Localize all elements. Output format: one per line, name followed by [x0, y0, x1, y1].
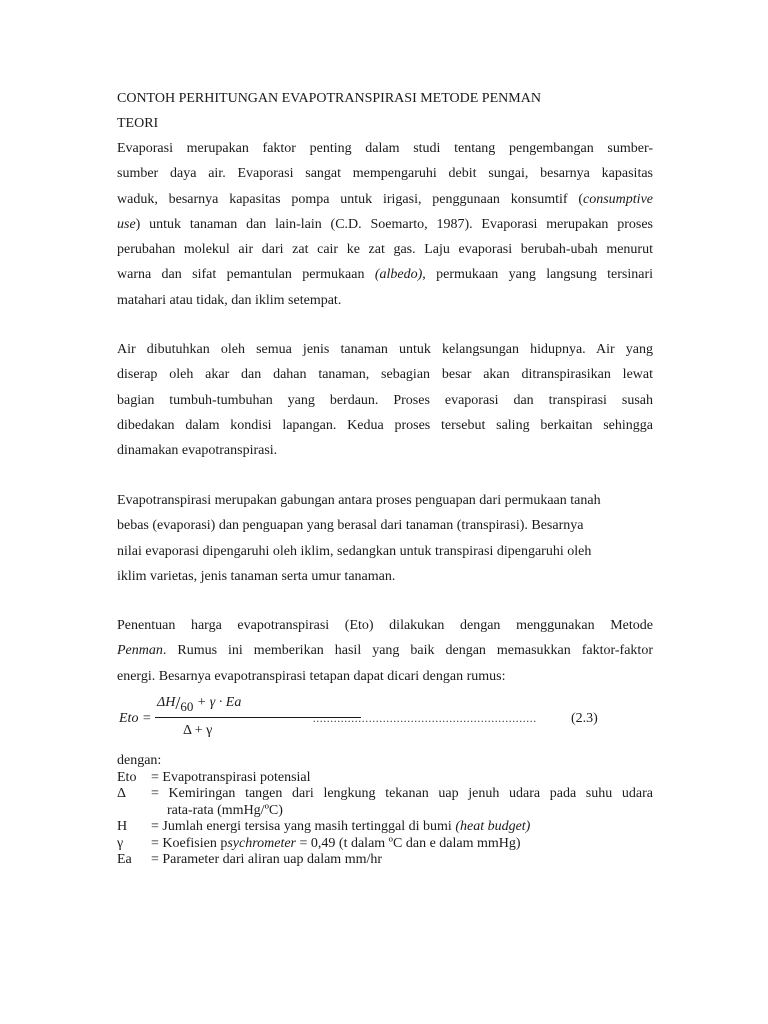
penman-formula	[117, 690, 653, 746]
definition-term: H	[117, 819, 128, 834]
definition-row	[117, 836, 653, 853]
definition-row	[117, 819, 653, 836]
definition-desc: = Kemiringan tangen dari lengkung tekanan uap jenuh udara pada suhu udara rata-rata (mmHg/ºC)	[151, 786, 653, 818]
paragraph-evapotranspirasi	[117, 488, 653, 589]
definition-term: Ea	[117, 852, 132, 867]
text-line: dibedakan dalam kondisi lapangan. Kedua proses tersebut saling berkaitan sehingga	[117, 417, 653, 433]
text-line: Penentuan harga evapotranspirasi (Eto) dilakukan dengan menggunakan Metode	[117, 618, 653, 633]
text-line: Penman. Rumus ini memberikan hasil yang baik dengan memasukkan faktor-faktor	[117, 643, 653, 659]
text-line: waduk, besarnya kapasitas pompa untuk irigasi, penggunaan konsumtif (consumptive	[117, 191, 653, 207]
paragraph-evaporasi	[117, 136, 653, 313]
page-title: CONTOH PERHITUNGAN EVAPOTRANSPIRASI METODE PENMAN	[117, 91, 541, 106]
definition-desc: = Jumlah energi tersisa yang masih tertinggal di bumi (heat budget)	[151, 819, 531, 834]
text-line: bebas (evaporasi) dan penguapan yang berasal dari tanaman (transpirasi). Besarnya	[117, 518, 584, 534]
definition-desc: = Parameter dari aliran uap dalam mm/hr	[151, 852, 383, 867]
text-line: perubahan molekul air dari zat cair ke zat gas. Laju evaporasi berubah-ubah menurut	[117, 242, 653, 258]
text-line: energi. Besarnya evapotranspirasi tetapan dapat dicari dengan rumus:	[117, 668, 506, 684]
formula-lhs: Eto =	[119, 711, 152, 726]
text-line: use) untuk tanaman dan lain-lain (C.D. Soemarto, 1987). Evaporasi merupakan proses	[117, 216, 653, 232]
definition-row	[117, 770, 653, 787]
text-line: Evaporasi merupakan faktor penting dalam studi tentang pengembangan sumber-	[117, 141, 653, 156]
definition-term: Δ	[117, 786, 127, 801]
text-line: Evapotranspirasi merupakan gabungan antara proses penguapan dari permukaan tanah	[117, 493, 601, 508]
leader-dots: ................................................................	[313, 711, 537, 725]
text-line: warna dan sifat pemantulan permukaan (albedo), permukaan yang langsung tersinari	[117, 267, 653, 283]
formula-numerator: ΔH/60 + γ · Ea	[157, 693, 242, 714]
text-line: iklim varietas, jenis tanaman serta umur tanaman.	[117, 568, 396, 584]
section-title: TEORI	[117, 116, 159, 131]
definition-term: Eto	[117, 769, 137, 785]
text-line: bagian tumbuh-tumbuhan yang berdaun. Proses evaporasi dan transpirasi susah	[117, 392, 653, 408]
definition-desc: = Koefisien psychrometer = 0,49 (t dalam ºC dan e dalam mmHg)	[151, 835, 521, 851]
definitions-list	[117, 753, 653, 869]
text-line: diserap oleh akar dan dahan tanaman, sebagian besar akan ditranspirasikan lewat	[117, 367, 653, 383]
text-line: nilai evaporasi dipengaruhi oleh iklim, sedangkan untuk transpirasi dipengaruhi oleh	[117, 543, 592, 559]
definition-row	[117, 852, 653, 869]
paragraph-kebutuhan-air	[117, 337, 653, 463]
definition-desc: = Evapotranspirasi potensial	[151, 769, 311, 785]
equation-number: (2.3)	[571, 711, 598, 726]
text-line: sumber daya air. Evaporasi sangat mempengaruhi debit sungai, besarnya kapasitas	[117, 166, 653, 182]
text-line: dinamakan evapotranspirasi.	[117, 443, 278, 459]
definition-row	[117, 786, 653, 819]
definition-term: γ	[117, 835, 124, 851]
text-line: matahari atau tidak, dan iklim setempat.	[117, 292, 342, 308]
document-heading	[117, 86, 653, 136]
paragraph-penman	[117, 613, 653, 689]
definitions-intro: dengan:	[117, 753, 162, 768]
formula-denominator: Δ + γ	[183, 723, 213, 738]
text-line: Air dibutuhkan oleh semua jenis tanaman untuk kelangsungan hidupnya. Air yang	[117, 342, 653, 357]
